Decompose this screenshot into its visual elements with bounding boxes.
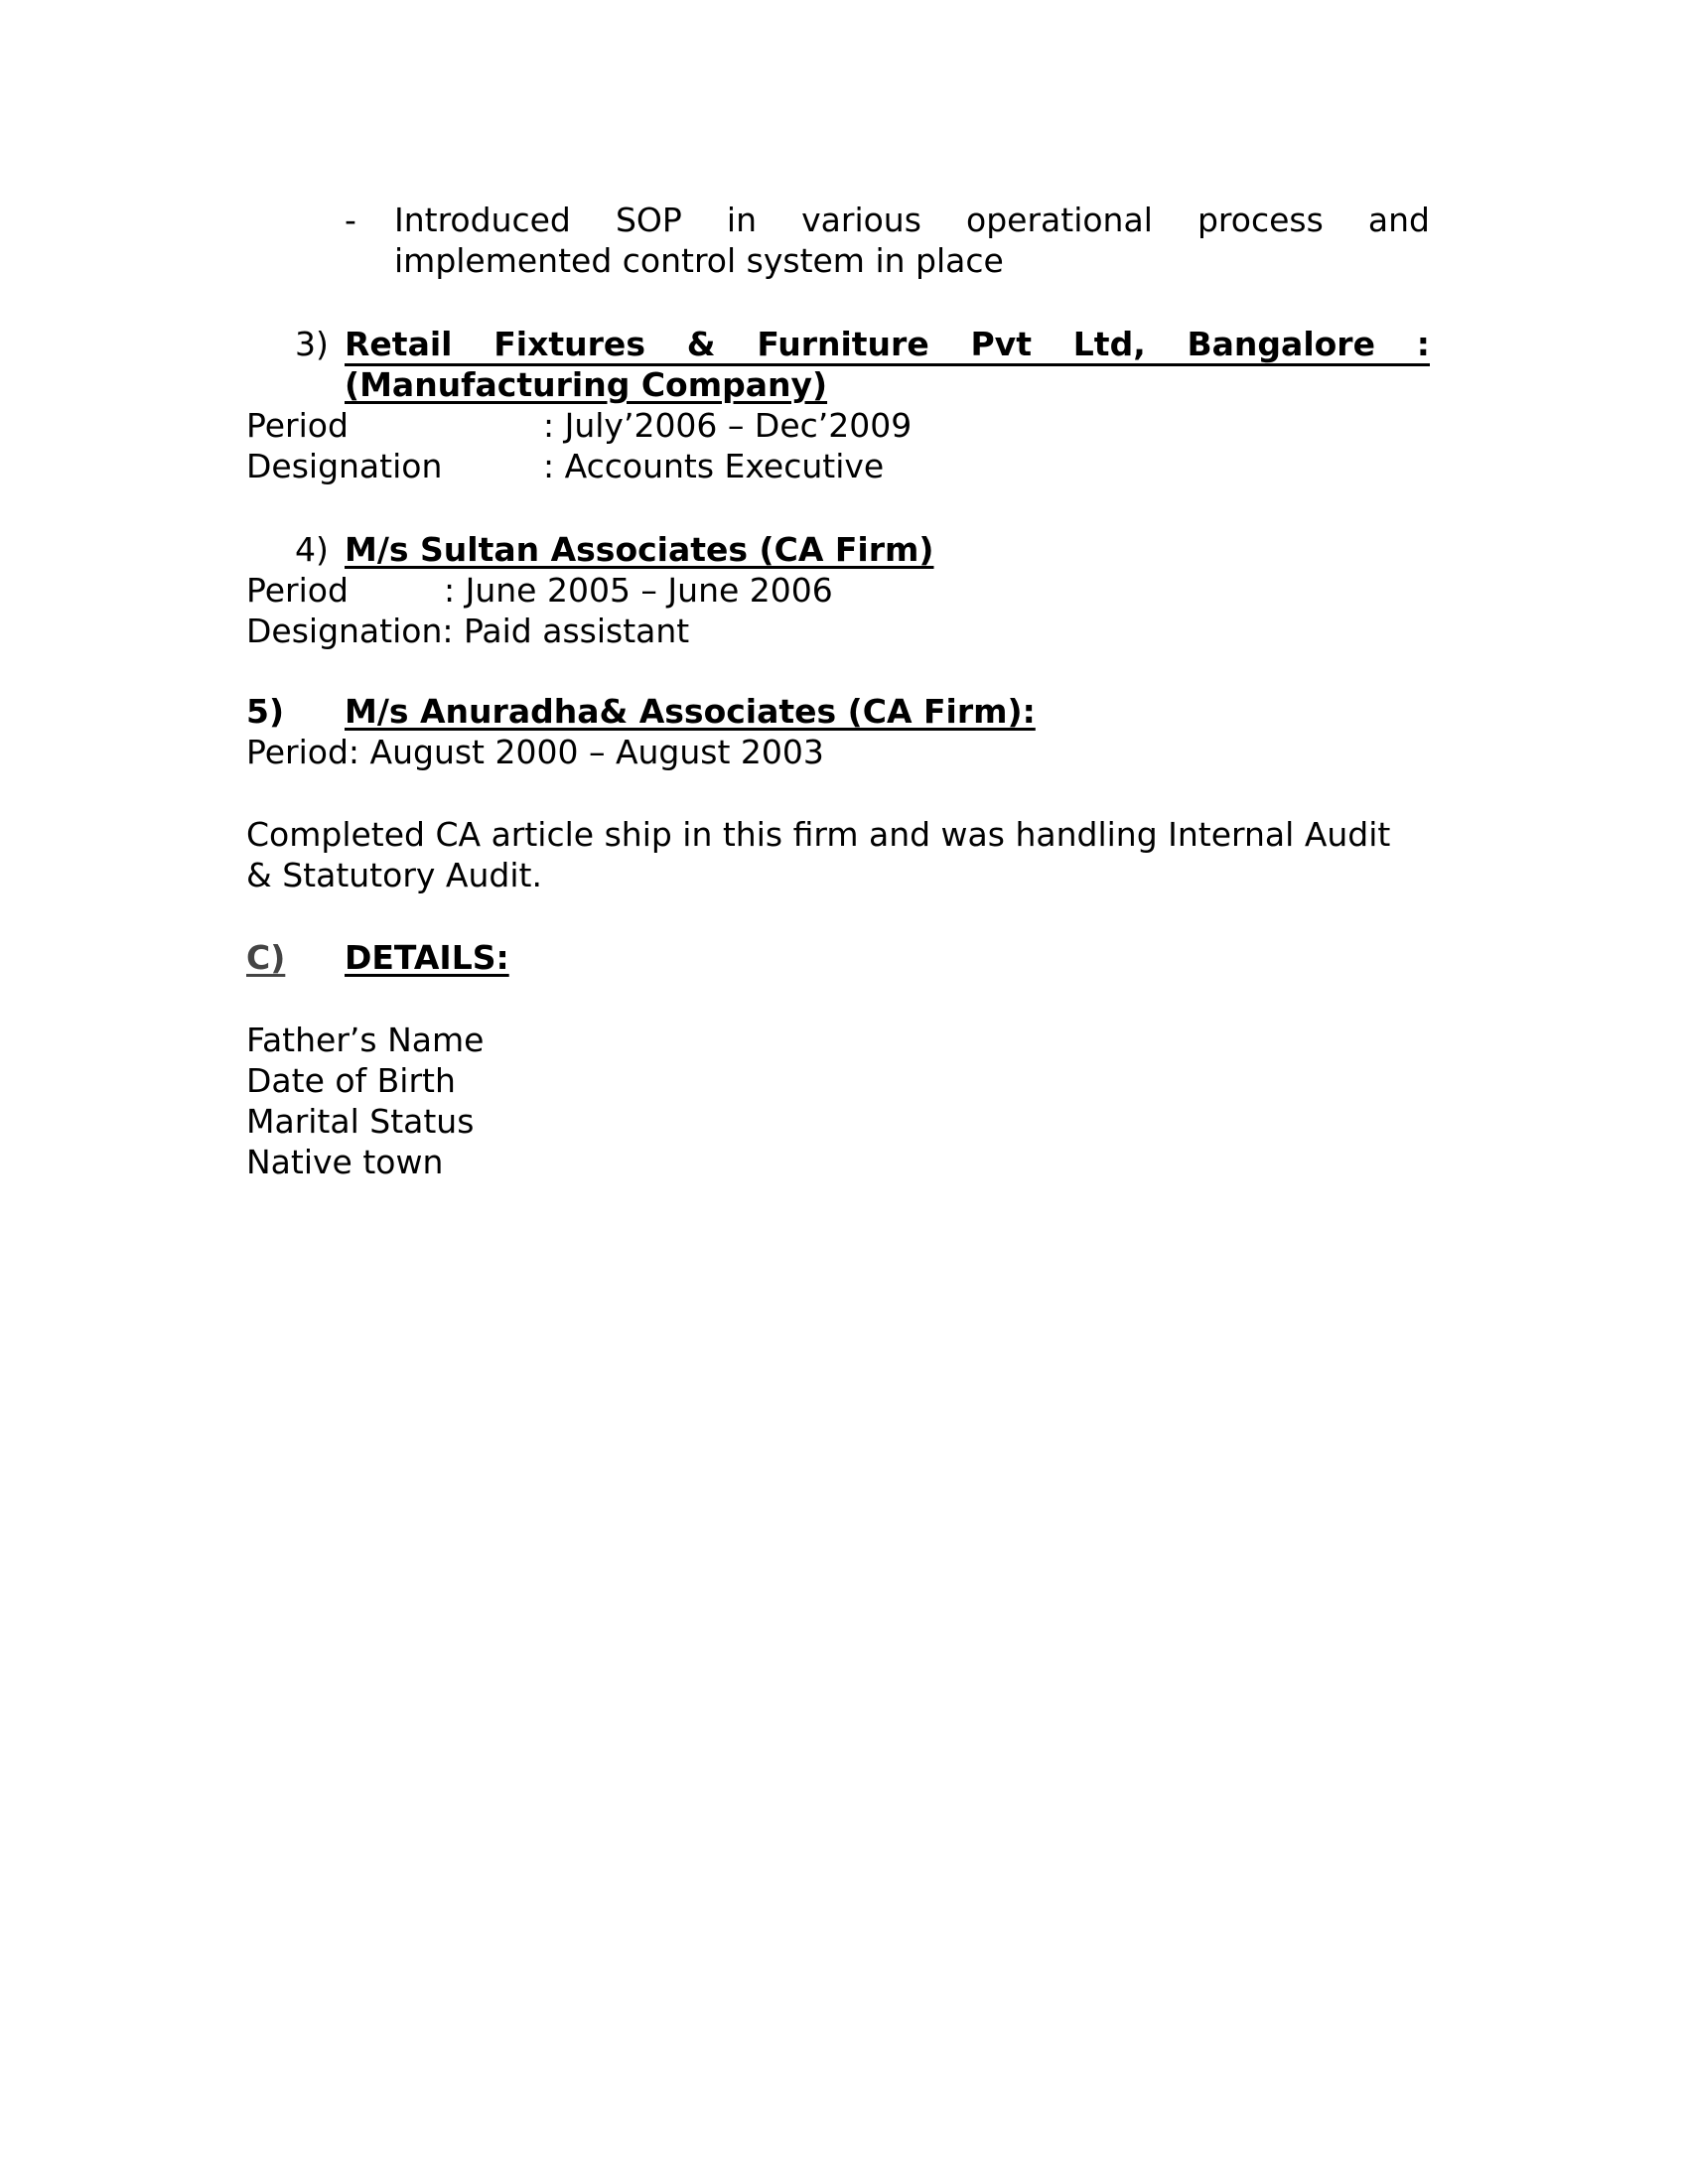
bullet-line-1 [394,201,1430,239]
job3-title-line-2: (Manufacturing Company) [345,365,828,404]
job3-title-word: : [1416,325,1430,363]
bullet-line-1-word: Introduced [394,201,571,239]
job3-designation-value: : Accounts Executive [543,447,885,485]
bullet-line-1-word: operational [966,201,1153,239]
job3-title-word: Bangalore [1187,325,1375,363]
job5-period: Period: August 2000 – August 2003 [246,733,824,771]
job3-title-word: & [686,325,716,363]
job3-title-word: Retail [345,325,453,363]
bullet-line-1-word: process [1196,201,1324,239]
bullet-line-1-word: SOP [615,201,682,239]
bullet-line-1-word: various [801,201,921,239]
job3-title-line-1 [345,325,1430,366]
job3-title-word: Ltd, [1072,325,1146,363]
job4-period-value: : June 2005 – June 2006 [444,571,833,610]
job3-title-word: Pvt [970,325,1032,363]
job4-number: 4) [295,530,329,569]
bullet-dash: - [345,201,356,239]
job5-summary-line-1: Completed CA article ship in this firm and was handling Internal Audit [246,815,1391,854]
details-heading: DETAILS: [345,938,509,977]
bullet-line-1-word: and [1367,201,1430,239]
job3-title-word: Fixtures [493,325,645,363]
job5-summary-line-2: & Statutory Audit. [246,856,542,894]
job3-designation-label: Designation [246,447,443,485]
job3-number: 3) [295,325,329,363]
job5-title: M/s Anuradha& Associates (CA Firm): [345,692,1036,731]
details-field-native-town: Native town [246,1143,444,1181]
details-field-date-of-birth: Date of Birth [246,1061,456,1100]
job3-period-label: Period [246,406,349,445]
details-section-letter: C) [246,938,286,977]
job4-title: M/s Sultan Associates (CA Firm) [345,530,934,569]
job3-period-value: : July’2006 – Dec’2009 [543,406,913,445]
job5-number: 5) [246,692,285,731]
job4-designation: Designation: Paid assistant [246,612,690,650]
bullet-line-2: implemented control system in place [394,241,1004,280]
details-field-fathers-name: Father’s Name [246,1021,485,1059]
job4-period-label: Period [246,571,349,610]
job3-title-word: Furniture [757,325,929,363]
details-field-marital-status: Marital Status [246,1102,475,1141]
bullet-line-1-word: in [726,201,758,239]
